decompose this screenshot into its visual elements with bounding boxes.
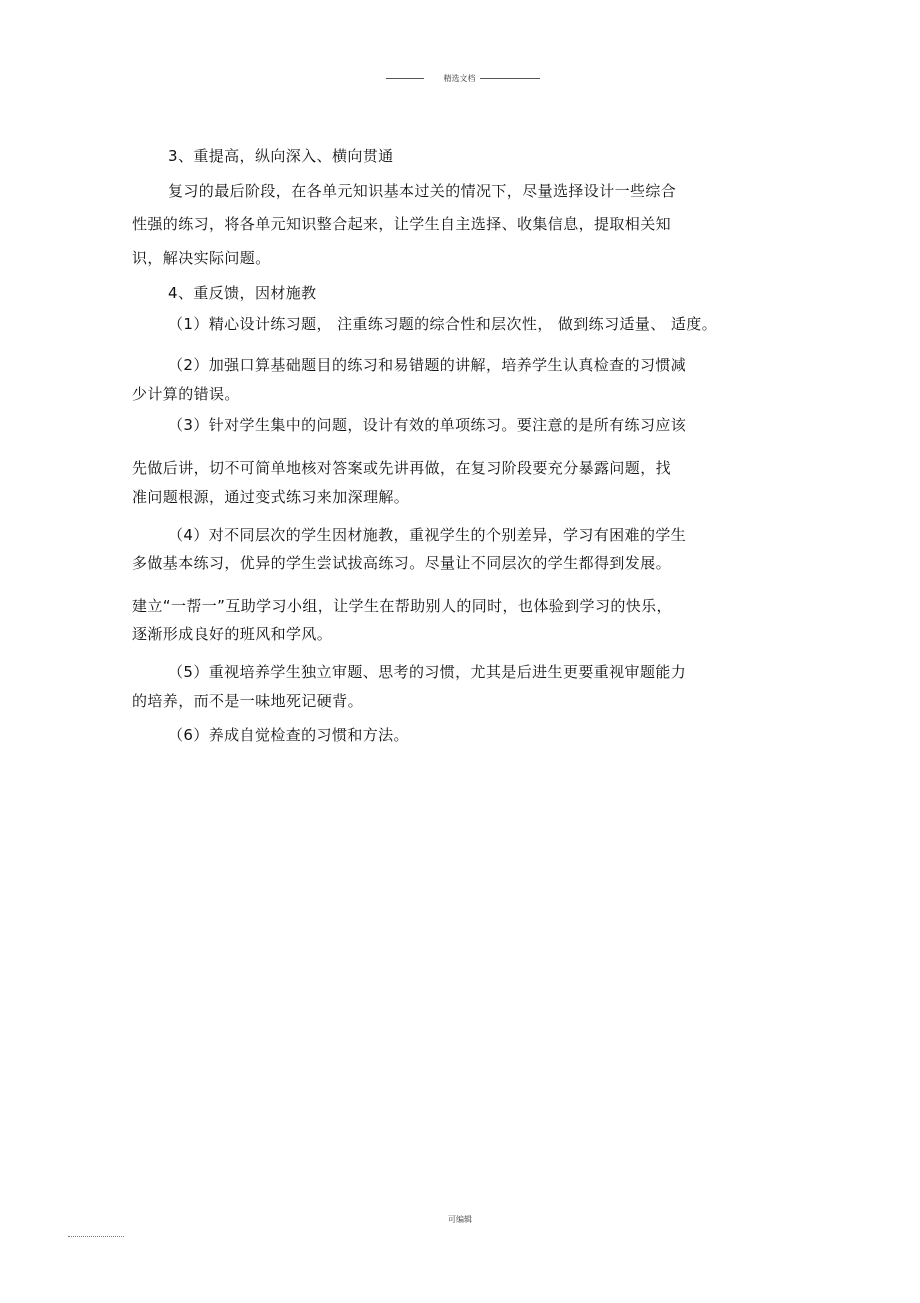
footer-dotted-rule	[68, 1236, 124, 1237]
paragraph-line: 建立“一帮一”互助学习小组，让学生在帮助别人的同时，也体验到学习的快乐，	[132, 597, 672, 615]
page-header	[0, 64, 920, 84]
list-item-6: （6）养成自觉检查的习惯和方法。	[168, 726, 409, 744]
section-heading-3: 3、重提高，纵向深入、横向贯通	[168, 147, 394, 165]
paragraph-line: 性强的练习，将各单元知识整合起来，让学生自主选择、收集信息，提取相关知	[132, 215, 672, 233]
header-title: 精选文档	[443, 74, 476, 83]
list-item-2: （2）加强口算基础题目的练习和易错题的讲解，培养学生认真检查的习惯减	[168, 356, 687, 374]
paragraph-line: 准问题根源，通过变式练习来加深理解。	[132, 488, 410, 506]
paragraph-line: 先做后讲，切不可简单地核对答案或先讲再做，在复习阶段要充分暴露问题，找	[132, 459, 672, 477]
paragraph-line: 多做基本练习，优异的学生尝试拔高练习。尽量让不同层次的学生都得到发展。	[132, 554, 672, 572]
list-item-5: （5）重视培养学生独立审题、思考的习惯，尤其是后进生更要重视审题能力	[168, 663, 687, 681]
header-rule-left	[386, 78, 424, 79]
paragraph-line: 复习的最后阶段，在各单元知识基本过关的情况下，尽量选择设计一些综合	[168, 182, 677, 200]
list-item-4: （4）对不同层次的学生因材施教，重视学生的个别差异，学习有困难的学生	[168, 526, 687, 544]
page-footer: 可编辑	[448, 1215, 472, 1224]
paragraph-line: 识，解决实际问题。	[132, 249, 271, 267]
header-rule-right	[480, 78, 540, 79]
list-item-3: （3）针对学生集中的问题，设计有效的单项练习。要注意的是所有练习应该	[168, 416, 687, 434]
paragraph-line: 少计算的错误。	[132, 385, 240, 403]
section-heading-4: 4、重反馈，因材施教	[168, 284, 317, 302]
paragraph-line: 的培养，而不是一味地死记硬背。	[132, 692, 364, 710]
list-item-1: （1）精心设计练习题， 注重练习题的综合性和层次性， 做到练习适量、 适度。	[168, 315, 718, 333]
paragraph-line: 逐渐形成良好的班风和学风。	[132, 625, 333, 643]
